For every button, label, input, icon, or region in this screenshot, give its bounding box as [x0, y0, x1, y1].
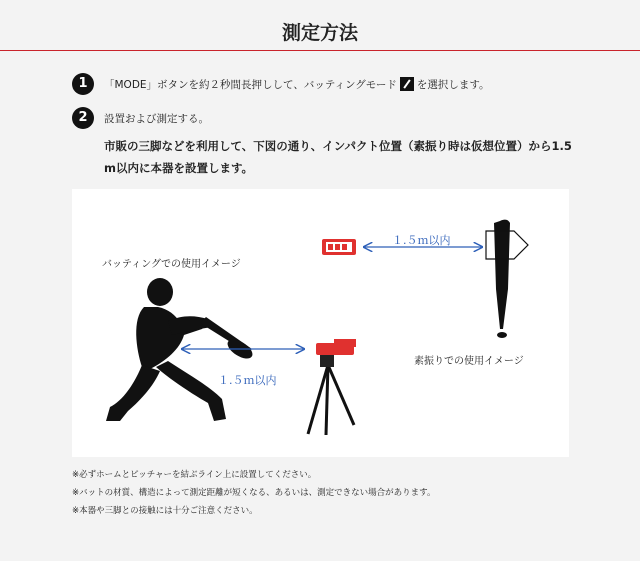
title-divider — [0, 50, 640, 51]
step-2-detail-line2: m以内に本器を設置します。 — [104, 161, 254, 175]
step-2-text: 設置および測定する。 — [104, 113, 209, 125]
batting-mode-icon — [400, 77, 414, 91]
note-2: ※バットの材質、構造によって測定距離が短くなる、あるいは、測定できない場合があります。 — [72, 488, 436, 498]
device-top — [322, 239, 356, 255]
swing-usage-label: 素振りでの使用イメージ — [414, 356, 524, 367]
step-2-detail-line1: 市販の三脚などを利用して、下図の通り、インパクト位置（素振り時は仮想位置）から1.5 — [104, 139, 572, 153]
step-2-badge: 2 — [72, 107, 94, 129]
distance-label-bottom: １.５ｍ以内 — [218, 374, 277, 387]
step-1-text-before: 「MODE」ボタンを約２秒間長押しして、バッティングモード — [104, 79, 397, 91]
note-3: ※本器や三脚との接触には十分ご注意ください。 — [72, 506, 258, 516]
note-1: ※必ずホームとピッチャーを結ぶライン上に設置してください。 — [72, 470, 317, 480]
batting-usage-label: バッティングでの使用イメージ — [102, 259, 241, 270]
step-1-badge: 1 — [72, 73, 94, 95]
step-1-text-after: を選択します。 — [416, 79, 490, 91]
device-on-tripod-tip — [334, 339, 356, 347]
vertical-bat — [486, 220, 528, 338]
step-1-text — [104, 77, 490, 92]
page-title: 測定方法 — [281, 22, 358, 44]
distance-label-top: １.５ｍ以内 — [392, 234, 451, 247]
usage-illustration — [72, 189, 569, 457]
tripod-head — [320, 355, 334, 367]
tripod — [308, 365, 354, 435]
usage-diagram — [72, 189, 569, 457]
